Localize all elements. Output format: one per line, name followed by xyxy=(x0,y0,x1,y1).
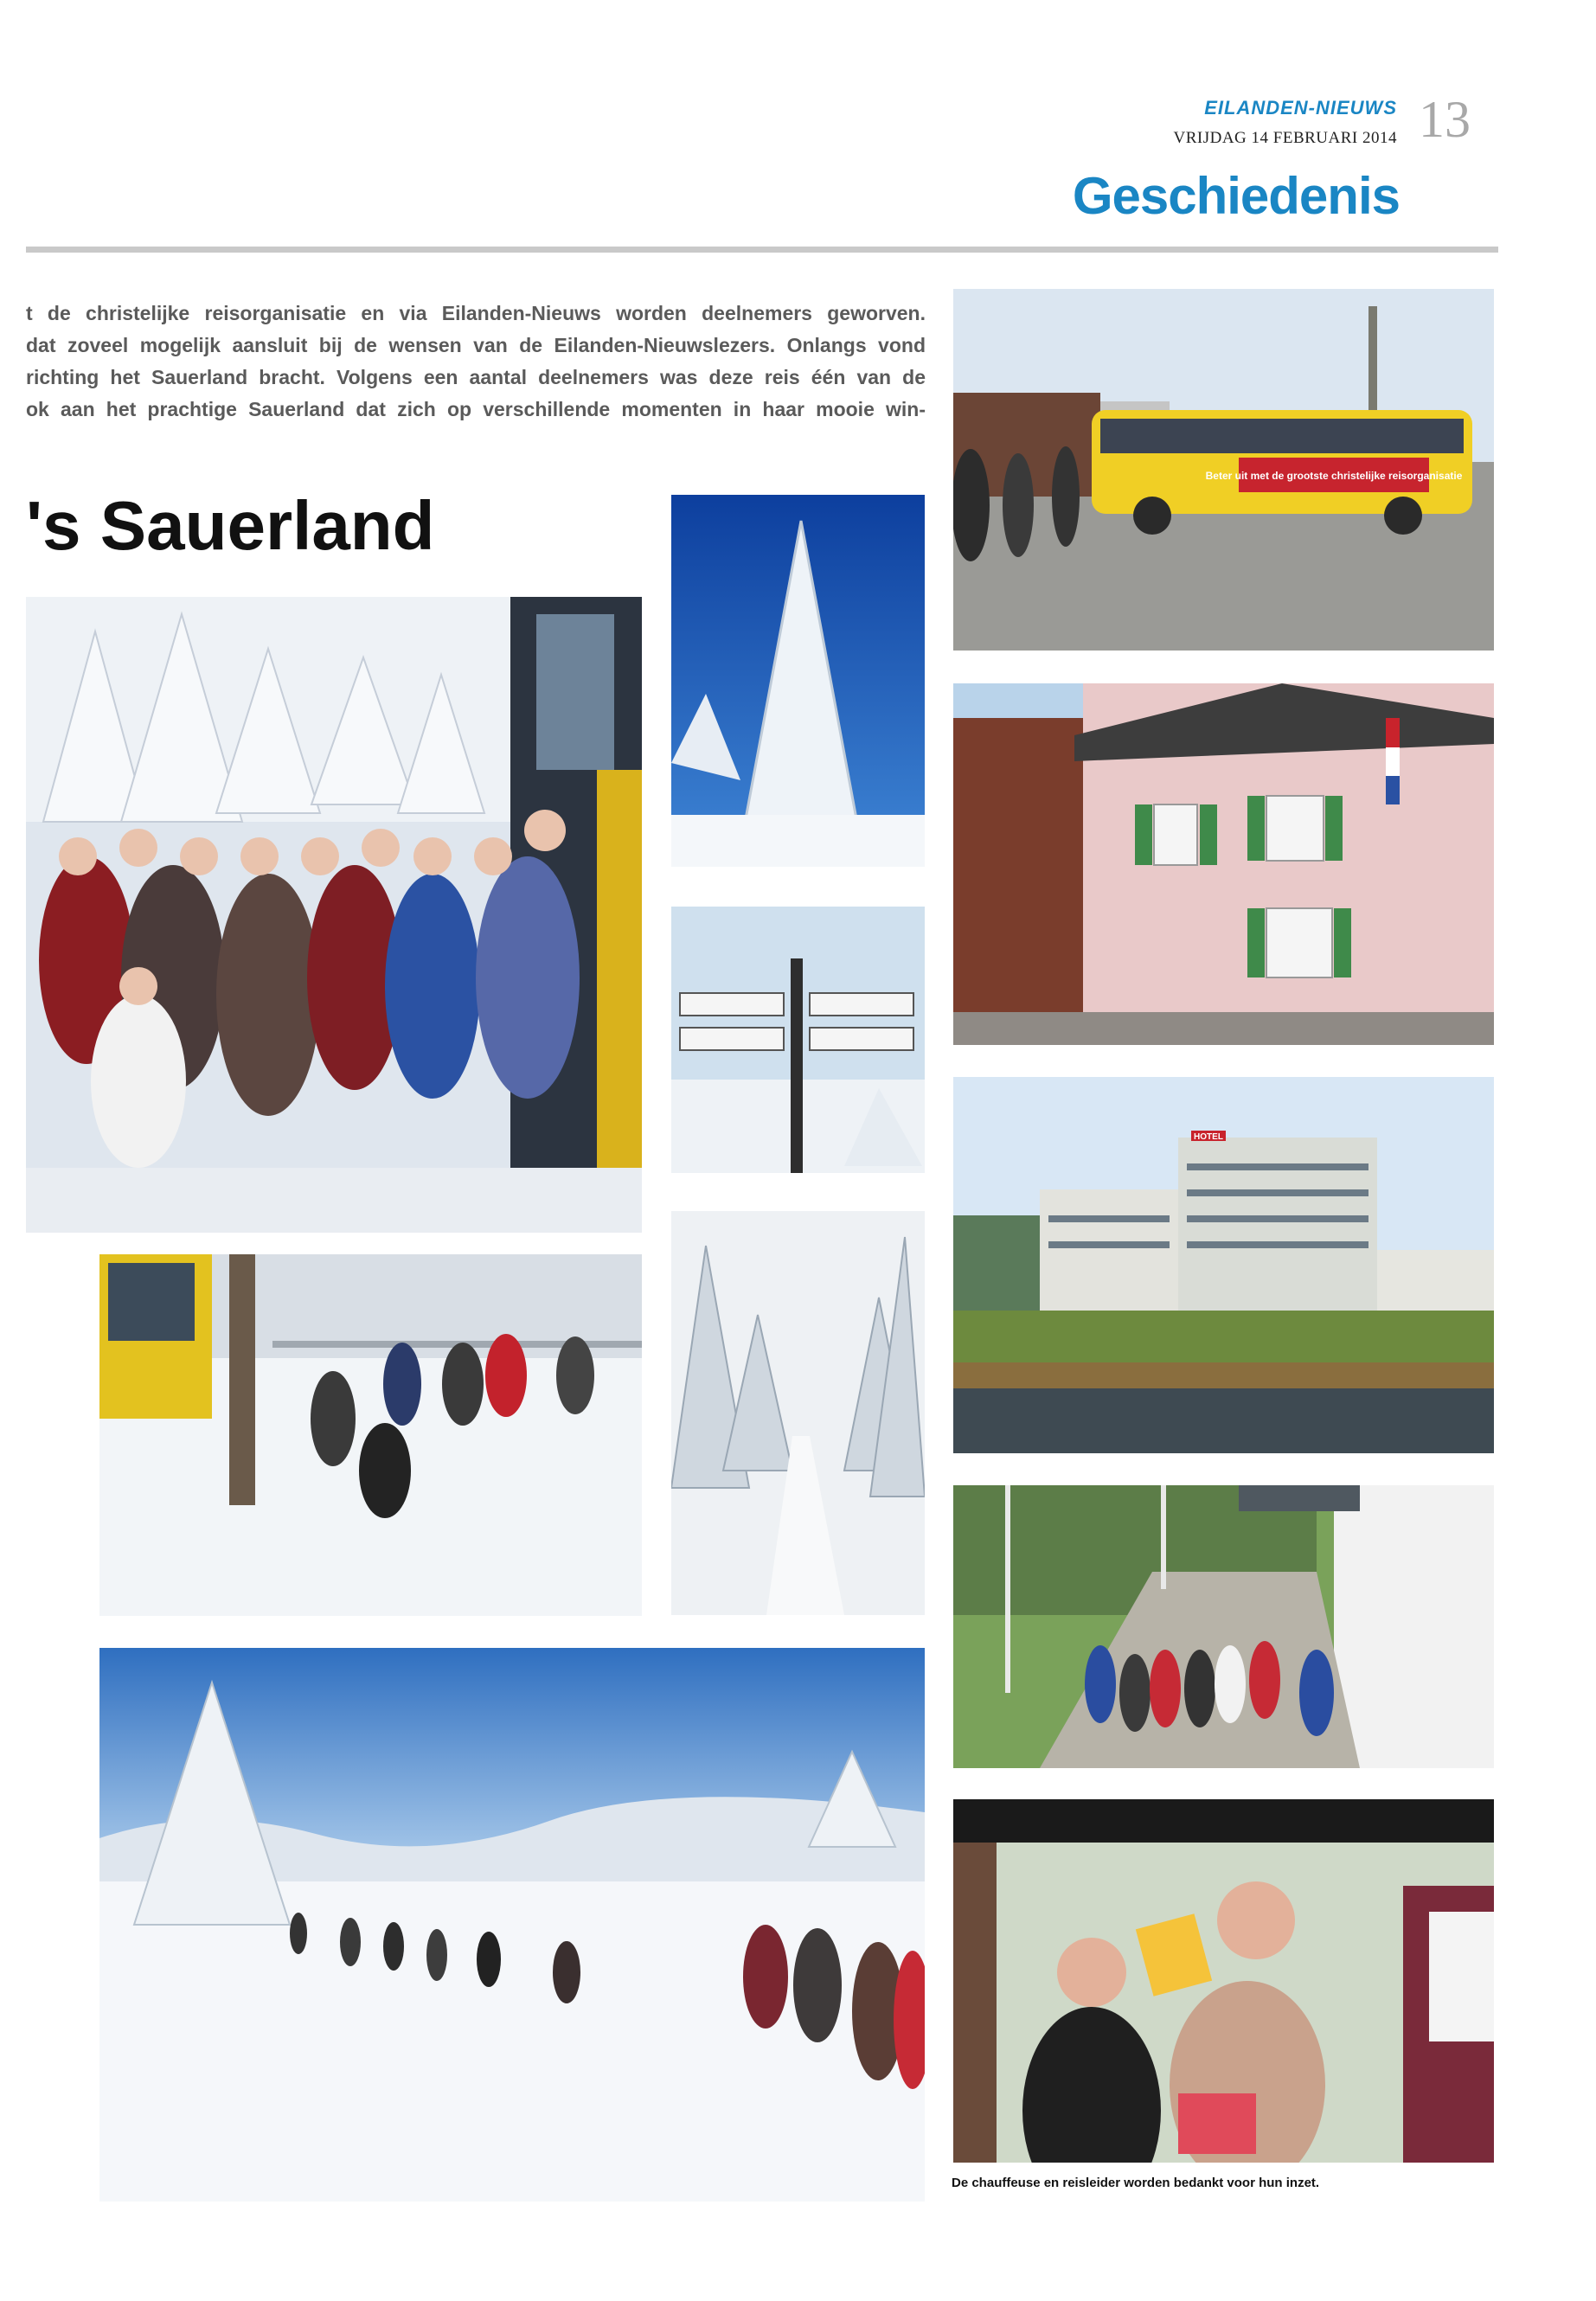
modern-hotel-image xyxy=(953,1077,1494,1453)
frosted-tree-image xyxy=(671,495,925,867)
bus-banner-text: Beter uit met de grootste christelijke reisorganisatie xyxy=(1205,470,1463,482)
newspaper-brand: EILANDEN-NIEUWS xyxy=(1204,97,1397,119)
signpost-image xyxy=(671,907,925,1173)
frosted-tree-photo xyxy=(671,495,925,867)
snow-play-photo xyxy=(99,1254,642,1616)
winter-hike-image xyxy=(99,1648,925,2202)
group-walking-photo xyxy=(953,1485,1494,1768)
intro-line: t de christelijke reisorganisatie en via Eilanden-Nieuws worden deelnemers geworven. xyxy=(26,302,926,324)
hotel-sign: HOTEL xyxy=(1194,1132,1223,1142)
intro-line: dat zoveel mogelijk aansluit bij de wensen van de Eilanden-Nieuwslezers. Onlangs vond xyxy=(26,334,926,356)
bus-photo xyxy=(953,289,1494,651)
header-rule xyxy=(26,247,1498,253)
group-photo xyxy=(26,597,642,1233)
intro-text xyxy=(26,298,926,426)
signpost-photo xyxy=(671,907,925,1173)
group-walking-image xyxy=(953,1485,1494,1768)
intro-line: richting het Sauerland bracht. Volgens een aantal deelnemers was deze reis één van de xyxy=(26,366,926,388)
photo-caption: De chauffeuse en reisleider worden bedankt voor hun inzet. xyxy=(952,2176,1320,2190)
hotel-building-image xyxy=(953,683,1494,1045)
publication-date: VRIJDAG 14 FEBRUARI 2014 xyxy=(1173,129,1397,147)
forest-path-image xyxy=(671,1211,925,1615)
winter-hike-photo xyxy=(99,1648,925,2202)
group-photo-image xyxy=(26,597,642,1233)
thank-you-photo xyxy=(953,1799,1494,2163)
page-number: 13 xyxy=(1419,91,1471,148)
modern-hotel-photo xyxy=(953,1077,1494,1453)
thank-you-image xyxy=(953,1799,1494,2163)
section-title: Geschiedenis xyxy=(1072,167,1400,225)
hotel-building-photo xyxy=(953,683,1494,1045)
forest-path-photo xyxy=(671,1211,925,1615)
intro-line: ok aan het prachtige Sauerland dat zich op verschillende momenten in haar mooie win- xyxy=(26,398,926,420)
snow-play-image xyxy=(99,1254,642,1616)
bus-image xyxy=(953,289,1494,651)
article-headline: 's Sauerland xyxy=(26,491,435,561)
